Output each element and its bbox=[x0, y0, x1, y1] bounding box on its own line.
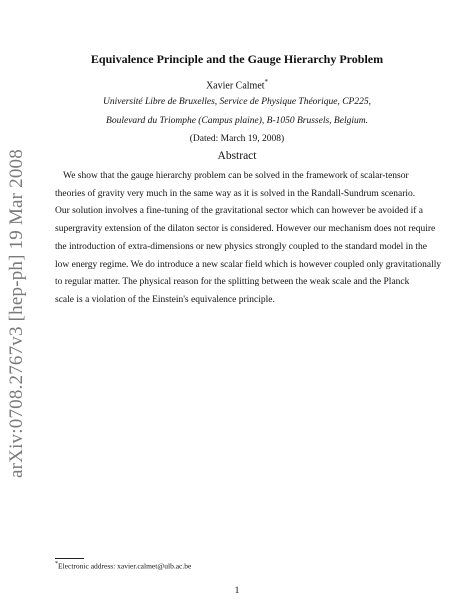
footnote bbox=[55, 561, 191, 571]
footnote-mark: * bbox=[55, 561, 58, 567]
dated-line: (Dated: March 19, 2008) bbox=[189, 134, 285, 144]
abstract-line: theories of gravity very much in the same way as it is solved in the Randall-Sundrum scenario. bbox=[55, 188, 416, 199]
abstract-line: to regular matter. The physical reason for the splitting between the weak scale and the Planck bbox=[55, 277, 410, 288]
footnote-divider bbox=[55, 558, 84, 559]
affiliation-line-1: Université Libre de Bruxelles, Service de Physique Théorique, CP225, bbox=[103, 97, 371, 107]
footnote-text: Electronic address: xavier.calmet@ulb.ac.be bbox=[58, 561, 192, 571]
author-name: Xavier Calmet bbox=[205, 80, 265, 92]
affiliation-line-2: Boulevard du Triomphe (Campus plaine), B-1050 Brussels, Belgium. bbox=[106, 116, 368, 126]
arxiv-sidebar-stamp: arXiv:0708.2767v3 [hep-ph] 19 Mar 2008 bbox=[6, 149, 27, 478]
abstract-body bbox=[55, 168, 442, 310]
abstract-line: the introduction of extra-dimensions or new physics strongly coupled to the standard model in the bbox=[55, 241, 428, 252]
paper-title: Equivalence Principle and the Gauge Hierarchy Problem bbox=[90, 52, 384, 66]
abstract-line: Our solution involves a fine-tuning of the gravitational sector which can however be avoided if a bbox=[55, 206, 424, 217]
author-line bbox=[0, 78, 474, 91]
author-footnote-mark: * bbox=[264, 78, 269, 86]
abstract-line: supergravity extension of the dilaton sector is considered. However our mechanism does not require bbox=[55, 224, 436, 235]
abstract-heading: Abstract bbox=[217, 150, 257, 162]
abstract-line: scale is a violation of the Einstein's equivalence principle. bbox=[55, 294, 275, 305]
abstract-line: low energy regime. We do introduce a new scalar field which is however coupled only gravitationally bbox=[55, 259, 442, 270]
page-number: 1 bbox=[234, 586, 240, 596]
abstract-line: We show that the gauge hierarchy problem can be solved in the framework of scalar-tensor bbox=[63, 171, 409, 181]
